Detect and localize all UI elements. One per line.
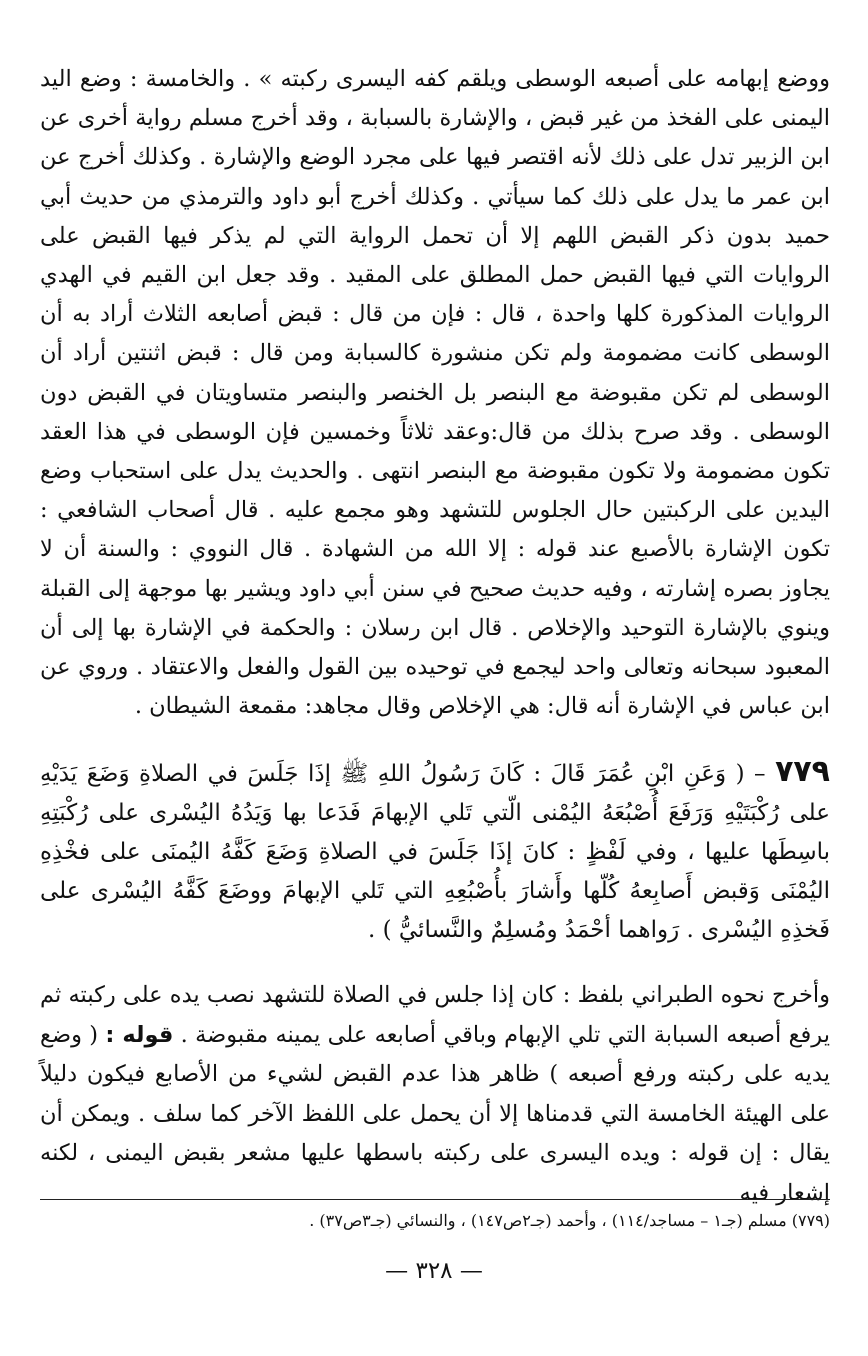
hadith-779 — [40, 752, 830, 950]
footnote-separator — [40, 1199, 830, 1200]
page-number: — ٣٢٨ — — [385, 1258, 483, 1284]
explanation-rest: ( وضع يديه على ركبته ورفع أصبعه ) ظاهر هذا عدم القبض لشيء من الأصابع فيكون دليلاً على الهيئة الخامسة التي قدمناها إلا أن يحمل على اللفظ الآخر كما سلف . ويمكن أن يقال : إن قوله : ويده اليسرى على ركبته باسطها عليها مشعر بقبض اليمنى ، لكنه إشعار فيه — [40, 1021, 830, 1206]
commentary-paragraph: ووضع إبهامه على أصبعه الوسطى ويلقم كفه اليسرى ركبته » . والخامسة : وضع اليد اليمنى على الفخذ من غير قبض ، والإشارة بالسبابة ، وقد أخرج مسلم رواية أخرى عن ابن الزبير تدل على ذلك لأنه اقتصر فيها على مجرد الوضع والإشارة . وكذلك أخرج عن ابن عمر ما يدل على ذلك كما سيأتي . وكذلك أخرج أبو داود والترمذي من حديث أبي حميد بدون ذكر القبض اللهم إلا أن تحمل الرواية التي لم يذكر فيها القبض على الروايات التي فيها القبض حمل المطلق على المقيد . وقد جعل ابن القيم في الهدي الروايات المذكورة كلها واحدة ، قال : فإن من قال : قبض أصابعه الثلاث أراد به أن الوسطى كانت مضمومة ولم تكن منشورة كالسبابة ومن قال : قبض اثنتين أراد أن الوسطى لم تكن مقبوضة مع البنصر بل الخنصر والبنصر متساويتان في القبض دون الوسطى . وقد صرح بذلك من قال:وعقد ثلاثاً وخمسين فإن الوسطى في هذا العقد تكون مضمومة ولا تكون مقبوضة مع البنصر انتهى . والحديث يدل على استحباب وضع اليدين على الركبتين حال الجلوس للتشهد وهو مجمع عليه . قال أصحاب الشافعي : تكون الإشارة بالأصبع عند قوله : إلا الله من الشهادة . قال النووي : والسنة أن لا يجاوز بصره إشارته ، وفيه حديث صحيح في سنن أبي داود ويشير بها موجهة إلى القبلة وينوي بالإشارة التوحيد والإخلاص . قال ابن رسلان : والحكمة في الإشارة بها إلى أن المعبود سبحانه وتعالى واحد ليجمع في توحيده بين القول والفعل والاعتقاد . وروي عن ابن عباس في الإشارة أنه قال: هي الإخلاص وقال مجاهد: مقمعة الشيطان . — [40, 66, 830, 720]
explanation-paragraph — [40, 976, 830, 1213]
footnote: (٧٧٩) مسلم (جـ١ – مساجد/١١٤) ، وأحمد (جـ٢ص١٤٧) ، والنسائي (جـ٣ص٣٧) . — [309, 1211, 830, 1230]
page-body — [40, 60, 830, 1236]
explanation-intro: وأخرج نحوه الطبراني بلفظ : كان إذا جلس في الصلاة للتشهد نصب يده على ركبته ثم يرفع أصبعه السبابة التي تلي الإبهام وباقي أصابعه على يمينه مقبوضة . — [40, 982, 830, 1048]
hadith-text: – ( وَعَنِ ابْنِ عُمَرَ قَالَ : كَانَ رَسُولُ اللهِ ﷺ إذَا جَلَسَ في الصلاةِ وَضَعَ يَدَيْهِ على رُكْبَتَيْهِ وَرَفَعَ أُصْبُعَهُ اليُمْنى الّتي تَلي الإبهامَ فَدَعا بها وَيَدُهُ اليُسْرى على رُكْبَتِهِ باسِطَها عليها ، وفي لَفْظٍ : كانَ إذَا جَلَسَ في الصلاةِ وَضَعَ كَفَّهُ اليُمنَى على فخْذِهِ اليُمْنَى وَقبض أَصابِعهُ كُلّها وأَشارَ بأُصْبُعِهِ التي تَلي الإبهامَ ووضَعَ كَفَّهُ اليُسْرى على فَخذِهِ اليُسْرى . رَواهما أحْمَدُ ومُسلِمٌ والنَّسائيُّ ) . — [40, 761, 830, 944]
keyword-qawluh: قوله : — [105, 1021, 174, 1048]
hadith-number: ٧٧٩ — [775, 754, 830, 790]
